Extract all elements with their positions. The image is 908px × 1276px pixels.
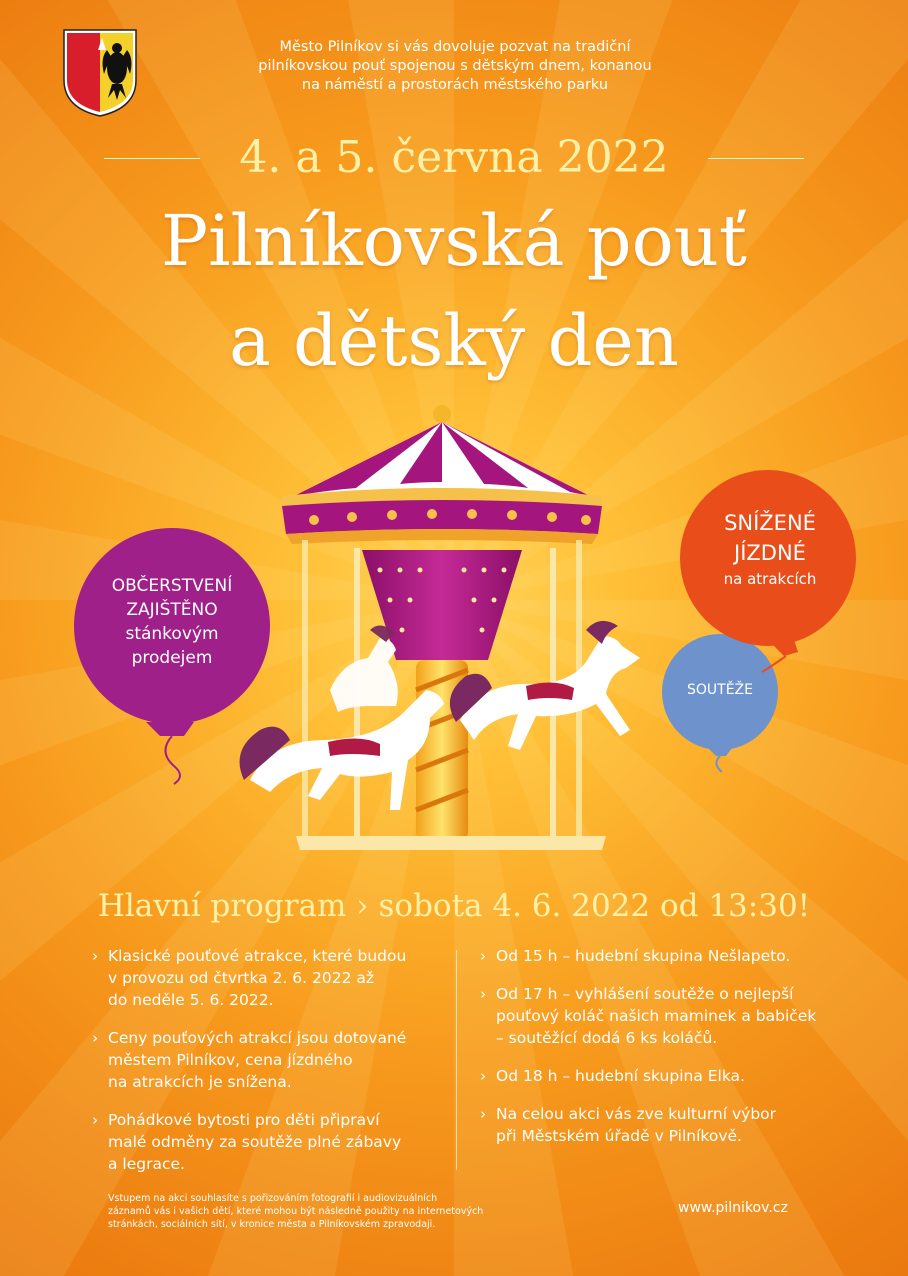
refreshments-line2: ZAJIŠTĚNO <box>126 600 218 620</box>
program-item-line: na atrakcích je snížena. <box>108 1073 292 1091</box>
program-item <box>480 945 860 967</box>
program-item-line: – soutěžící dodá 6 ks koláčů. <box>496 1029 718 1047</box>
program-item-line: Klasické pouťové atrakce, které budou <box>108 947 407 965</box>
refreshments-line3: stánkovým <box>125 624 219 644</box>
program-item <box>480 1103 860 1147</box>
main-title-line2: a dětský den <box>229 300 679 382</box>
bullet-icon: › <box>480 1067 487 1085</box>
carousel-illustration <box>230 400 670 860</box>
event-date: 4. a 5. června 2022 <box>239 132 669 183</box>
program-item-line: Ceny pouťových atrakcí jsou dotované <box>108 1029 407 1047</box>
program-item-line: při Městském úřadě v Pilníkově. <box>496 1127 742 1145</box>
program-right-column <box>480 945 860 1163</box>
intro-line: pilníkovskou pouť spojenou s dětským dnem, konanou <box>258 58 652 74</box>
consent-line: stránkách, sociálních sítí, v kronice města a Pilníkovském zpravodaji. <box>108 1219 436 1230</box>
program-item-line: do neděle 5. 6. 2022. <box>108 991 274 1009</box>
date-divider-left <box>104 158 200 159</box>
competitions-label: SOUTĚŽE <box>687 682 753 698</box>
date-row <box>0 128 908 188</box>
discount-line2: JÍZDNÉ <box>734 541 806 565</box>
bullet-icon: › <box>480 1105 487 1123</box>
refreshments-label <box>74 574 270 670</box>
program-item-line: pouťový koláč našich maminek a babiček <box>496 1007 817 1025</box>
program-item-line: Od 18 h – hudební skupina Elka. <box>496 1067 745 1085</box>
refreshments-line4: prodejem <box>131 648 213 668</box>
column-divider <box>456 950 457 1170</box>
consent-note <box>108 1192 508 1231</box>
program-item <box>480 983 860 1049</box>
program-item-line: malé odměny za soutěže plné zábavy <box>108 1133 402 1151</box>
coat-of-arms-icon <box>62 28 138 118</box>
program-item <box>92 945 432 1011</box>
consent-line: záznamů vás i vašich dětí, které mohou být následně použity na internetových <box>108 1206 484 1217</box>
bullet-icon: › <box>92 1111 99 1129</box>
program-item-line: Od 15 h – hudební skupina Nešlapeto. <box>496 947 791 965</box>
intro-line: na náměstí a prostorách městského parku <box>301 77 609 93</box>
program-item <box>92 1027 432 1093</box>
program-item-line: Na celou akci vás zve kulturní výbor <box>496 1105 777 1123</box>
discount-line1: SNÍŽENÉ <box>724 511 816 535</box>
discount-label <box>690 508 850 590</box>
horse-back-icon <box>330 625 398 712</box>
program-item-line: Pohádkové bytosti pro děti připraví <box>108 1111 380 1129</box>
main-title-line1: Pilníkovská pouť <box>161 200 747 282</box>
bullet-icon: › <box>92 947 99 965</box>
program-item-line: městem Pilníkov, cena jízdného <box>108 1051 353 1069</box>
date-divider-right <box>708 158 804 159</box>
invitation-text <box>220 38 690 95</box>
program-heading: Hlavní program › sobota 4. 6. 2022 od 13:30! <box>97 888 811 924</box>
program-item-line: a legrace. <box>108 1155 185 1173</box>
intro-line: Město Pilníkov si vás dovoluje pozvat na tradiční <box>279 39 631 55</box>
program-item-line: v provozu od čtvrtka 2. 6. 2022 až <box>108 969 375 987</box>
bullet-icon: › <box>480 947 487 965</box>
program-left-column <box>92 945 432 1191</box>
refreshments-line1: OBČERSTVENÍ <box>111 576 233 596</box>
program-item <box>480 1065 860 1087</box>
program-item <box>92 1109 432 1175</box>
bullet-icon: › <box>480 985 487 1003</box>
program-item-line: Od 17 h – vyhlášení soutěže o nejlepší <box>496 985 794 1003</box>
consent-line: Vstupem na akci souhlasíte s pořizováním fotografií i audiovizuálních <box>108 1193 438 1204</box>
bullet-icon: › <box>92 1029 99 1047</box>
discount-line3: na atrakcích <box>723 570 817 588</box>
website-link[interactable]: www.pilnikov.cz <box>678 1200 788 1216</box>
